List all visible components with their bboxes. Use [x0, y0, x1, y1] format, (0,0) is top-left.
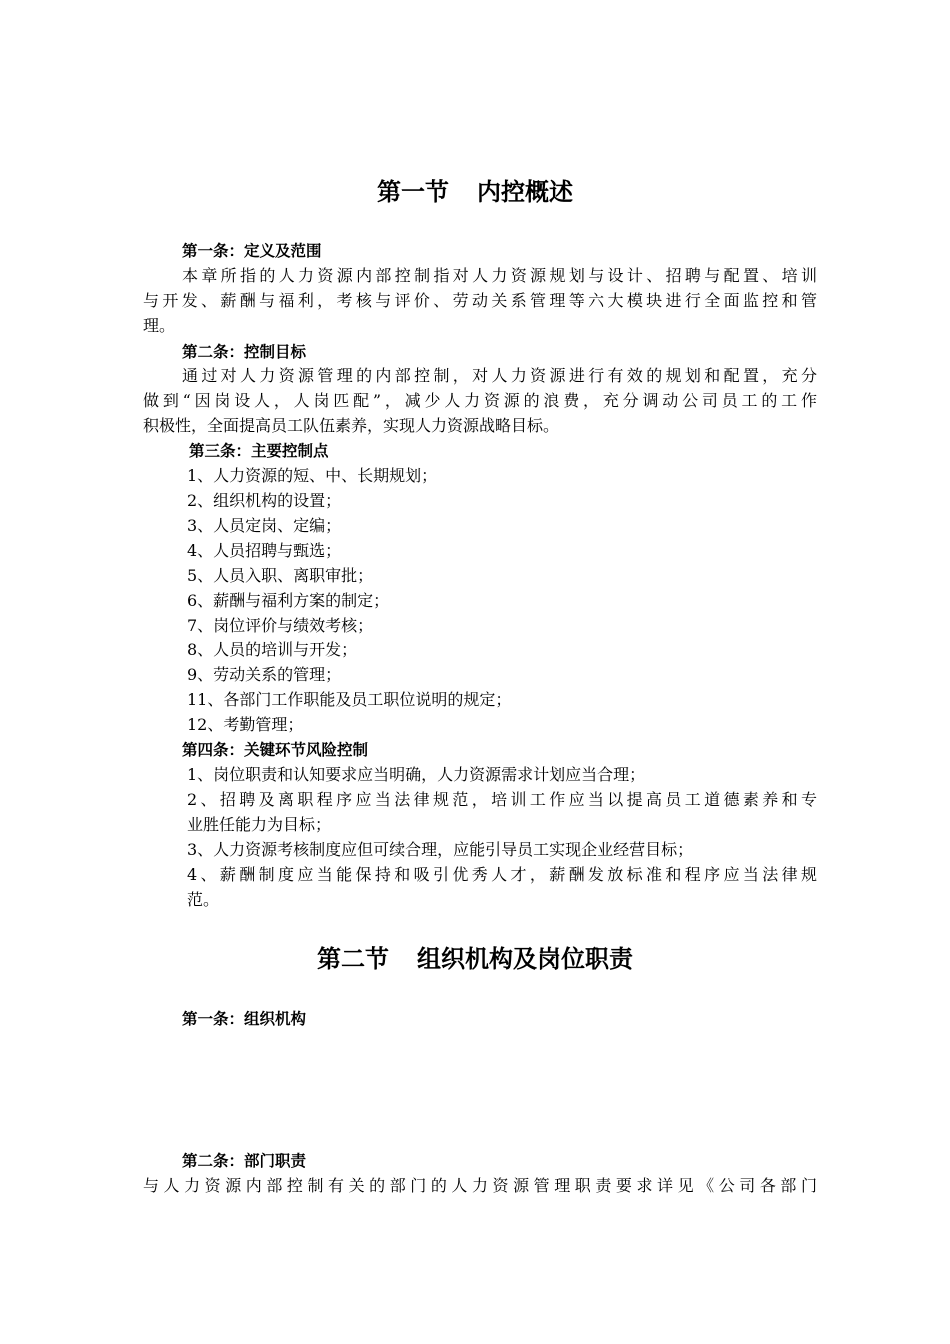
control-point-item: 4、人员招聘与甄选；	[187, 541, 342, 560]
s1-art2-heading: 第二条：控制目标	[182, 343, 307, 361]
s1-art1-line-1: 本章所指的人力资源内部控制指对人力资源规划与设计、招聘与配置、培训	[182, 266, 817, 285]
risk-control-line: 范。	[187, 890, 220, 909]
section-2-name: 组织机构及岗位职责	[417, 945, 633, 973]
section-2-number: 第二节	[317, 945, 389, 973]
control-point-item: 3、人员定岗、定编；	[187, 516, 342, 535]
s2-art1-heading: 第一条：组织机构	[182, 1010, 307, 1028]
s1-art3-heading: 第三条：主要控制点	[189, 442, 329, 460]
risk-control-line: 业胜任能力为目标；	[187, 815, 332, 834]
section-1-title	[0, 177, 950, 207]
section-2-title	[0, 944, 950, 974]
s1-art2-line-2: 做到“因岗设人，人岗匹配”，减少人力资源的浪费，充分调动公司员工的工作	[143, 391, 817, 410]
control-point-item: 11、各部门工作职能及员工职位说明的规定；	[187, 690, 512, 709]
s1-art1-line-3: 理。	[143, 316, 176, 335]
control-point-item: 8、人员的培训与开发；	[187, 640, 358, 659]
control-point-item: 6、薪酬与福利方案的制定；	[187, 591, 390, 610]
s1-art2-line-1: 通过对人力资源管理的内部控制，对人力资源进行有效的规划和配置，充分	[182, 366, 817, 385]
s1-art1-heading: 第一条：定义及范围	[182, 242, 322, 260]
section-1-name: 内控概述	[477, 178, 573, 206]
control-point-item: 7、岗位评价与绩效考核；	[187, 616, 374, 635]
s2-art2-heading: 第二条：部门职责	[182, 1152, 307, 1170]
control-point-item: 5、人员入职、离职审批；	[187, 566, 374, 585]
s1-art1-line-2: 与开发、薪酬与福利，考核与评价、劳动关系管理等六大模块进行全面监控和管	[143, 291, 817, 310]
control-point-item: 2、组织机构的设置；	[187, 491, 342, 510]
control-point-item: 1、人力资源的短、中、长期规划；	[187, 466, 438, 485]
control-point-item: 12、考勤管理；	[187, 715, 304, 734]
section-1-number: 第一节	[377, 178, 449, 206]
risk-control-line: 2、招聘及离职程序应当法律规范，培训工作应当以提高员工道德素养和专	[187, 790, 817, 809]
s2-art2-line-1: 与人力资源内部控制有关的部门的人力资源管理职责要求详见《公司各部门	[143, 1176, 817, 1195]
risk-control-line: 1、岗位职责和认知要求应当明确，人力资源需求计划应当合理；	[187, 765, 646, 784]
control-point-item: 9、劳动关系的管理；	[187, 665, 342, 684]
risk-control-line: 3、人力资源考核制度应但可续合理，应能引导员工实现企业经营目标；	[187, 840, 694, 859]
risk-control-line: 4、薪酬制度应当能保持和吸引优秀人才，薪酬发放标准和程序应当法律规	[187, 865, 817, 884]
s1-art4-heading: 第四条：关键环节风险控制	[182, 741, 369, 759]
s1-art2-line-3: 积极性，全面提高员工队伍素养，实现人力资源战略目标。	[143, 416, 560, 435]
